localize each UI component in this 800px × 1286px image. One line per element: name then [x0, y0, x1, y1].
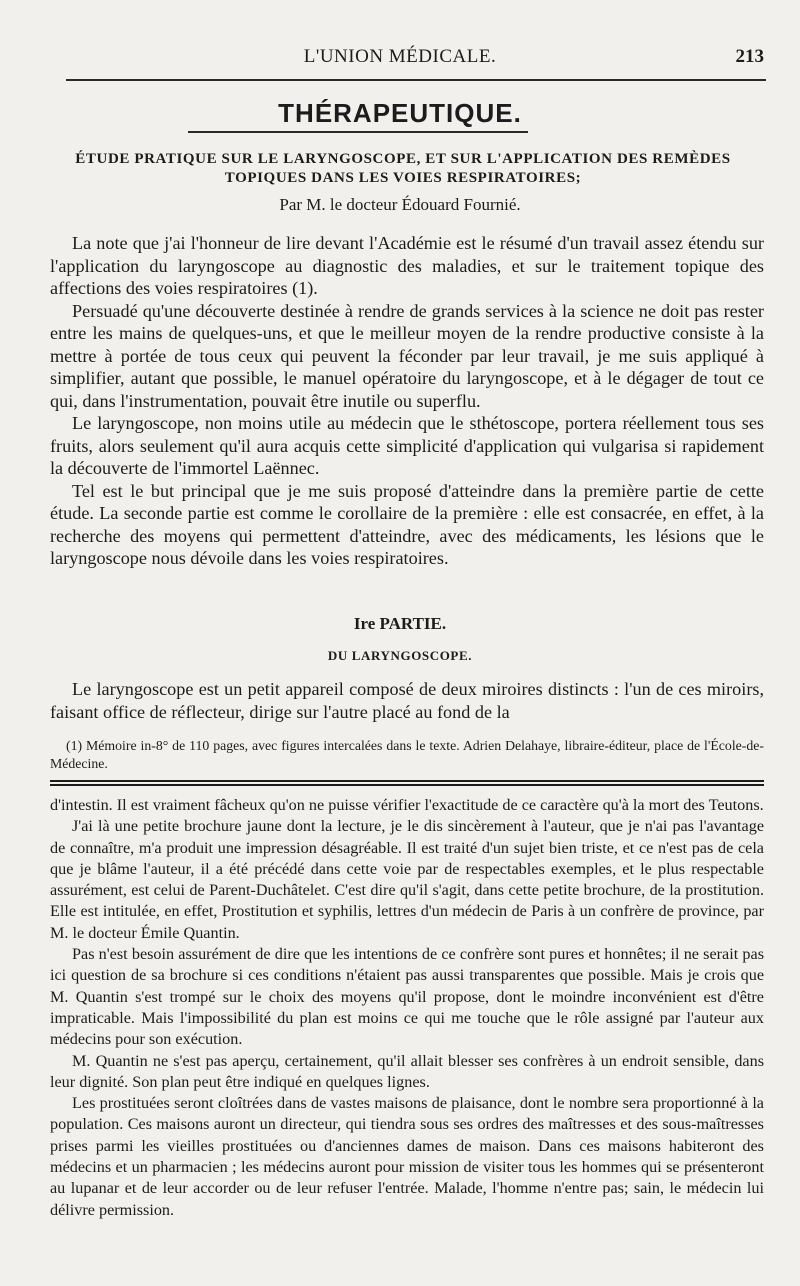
article-paragraph: Tel est le but principal que je me suis proposé d'atteindre dans la première partie de cette étude. La seconde partie est comme le corollaire de la première : elle est consacrée, en effet, à la recherche des moyens qui permettent d'atteindre, avec des médicaments, les lésions que le laryngoscope nous dévoile dans les voies respiratoires. — [50, 480, 764, 568]
footnote: (1) Mémoire in-8° de 110 pages, avec figures intercalées dans le texte. Adrien Delahaye, libraire-éditeur, place de l'École-de-Médecine. — [50, 738, 764, 771]
part-heading: Ire PARTIE. — [353, 614, 447, 633]
part-subheading: DU LARYNGOSCOPE. — [327, 648, 473, 663]
section-title: THÉRAPEUTIQUE. — [278, 98, 522, 128]
feuilleton-divider — [50, 780, 764, 786]
article-paragraph: Persuadé qu'une découverte destinée à rendre de grands services à la science ne doit pas rester entre les mains de quelques-uns, et que le meilleur moyen de la rendre productive consiste à la mettre à portée de tous ceux qui peuvent la féconder par leur travail, je me suis appliqué à simplifier, autant que possible, le manuel opératoire du laryngoscope, et à le dégager de tout ce qui, dans l'instrumentation, pouvait être inutile ou superflu. — [50, 300, 764, 411]
article-paragraph: La note que j'ai l'honneur de lire devant l'Académie est le résumé d'un travail assez étendu sur l'application du laryngoscope au diagnostic des maladies, et sur le traitement topique des affections des voies respiratoires (1). — [50, 233, 764, 298]
article-paragraph: Le laryngoscope, non moins utile au médecin que le sthétoscope, portera réellement tous ses fruits, alors seulement qu'il aura acquis cette simplicité d'application qui vulgarisa si rapidement la découverte de l'immortel Laënnec. — [50, 413, 764, 478]
feuilleton-paragraph: Pas n'est besoin assurément de dire que les intentions de ce confrère sont pures et honnêtes; il ne serait pas ici question de sa brochure si ces conditions n'étaient pas aussi transparentes que possible. Mais je crois que M. Quantin s'est trompé sur le choix des moyens qu'il propose, dont le moindre inconvénient est d'être impraticable. Mais l'impossibilité du plan est moins ce qui me touche que le rôle assigné par l'auteur aux médecins pour son exécution. — [50, 945, 764, 1049]
feuilleton-paragraph: d'intestin. Il est vraiment fâcheux qu'on ne puisse vérifier l'exactitude de ce caractère qu'à la mort des Teutons. — [50, 796, 764, 814]
part-paragraph: Le laryngoscope est un petit appareil composé de deux miroires distincts : l'un de ces miroirs, faisant office de réflecteur, dirige sur l'autre placé au fond de la — [50, 679, 764, 722]
article-title: ÉTUDE PRATIQUE SUR LE LARYNGOSCOPE, ET SUR L'APPLICATION DES REMÈDES TOPIQUES DANS LES VOIES RESPIRATOIRES; — [75, 151, 731, 186]
article-byline: Par M. le docteur Édouard Fournié. — [279, 195, 521, 214]
feuilleton-body — [50, 795, 764, 1221]
part-body — [50, 678, 764, 723]
running-title: L'UNION MÉDICALE. — [303, 46, 497, 67]
page-number: 213 — [735, 46, 764, 67]
article-body — [50, 232, 764, 570]
feuilleton-paragraph: M. Quantin ne s'est pas aperçu, certainement, qu'il allait blesser ses confrères à un endroit sensible, dans leur dignité. Son plan peut être indiqué en quelques lignes. — [50, 1051, 764, 1091]
header-rule — [66, 79, 766, 81]
running-head — [0, 46, 800, 76]
feuilleton-paragraph: J'ai là une petite brochure jaune dont la lecture, je le dis sincèrement à l'auteur, que je n'ai pas l'avantage de connaître, m'a produit une impression désagréable. Il est traité d'un sujet bien triste, et ce n'est pas de cela que je blâme l'auteur, il a été précédé dans cette voie par de respectables exemples, et le plus respectable assurément, est celui de Parent-Duchâtelet. C'est dire qu'il s'agit, dans cette petite brochure, de la prostitution. Elle est intitulée, en effet, Prostitution et syphilis, lettres d'un médecin de Paris à un confrère de province, par M. le docteur Émile Quantin. — [50, 817, 764, 942]
feuilleton-paragraph: Les prostituées seront cloîtrées dans de vastes maisons de plaisance, dont le nombre sera proportionné à la population. Ces maisons auront un directeur, qui tiendra sous ses ordres des maîtresses et des sous-maîtresses prises parmi les vieilles prostituées ou d'anciennes dames de maison. Dans ces maisons habiteront des médecins et un pharmacien ; les médecins auront pour mission de visiter tous les hommes qui se présenteront au lupanar et de leur accorder ou de leur refuser l'entrée. Malade, l'homme n'entre pas; sain, le médecin lui délivre permission. — [50, 1094, 764, 1219]
section-title-rule — [188, 131, 528, 133]
